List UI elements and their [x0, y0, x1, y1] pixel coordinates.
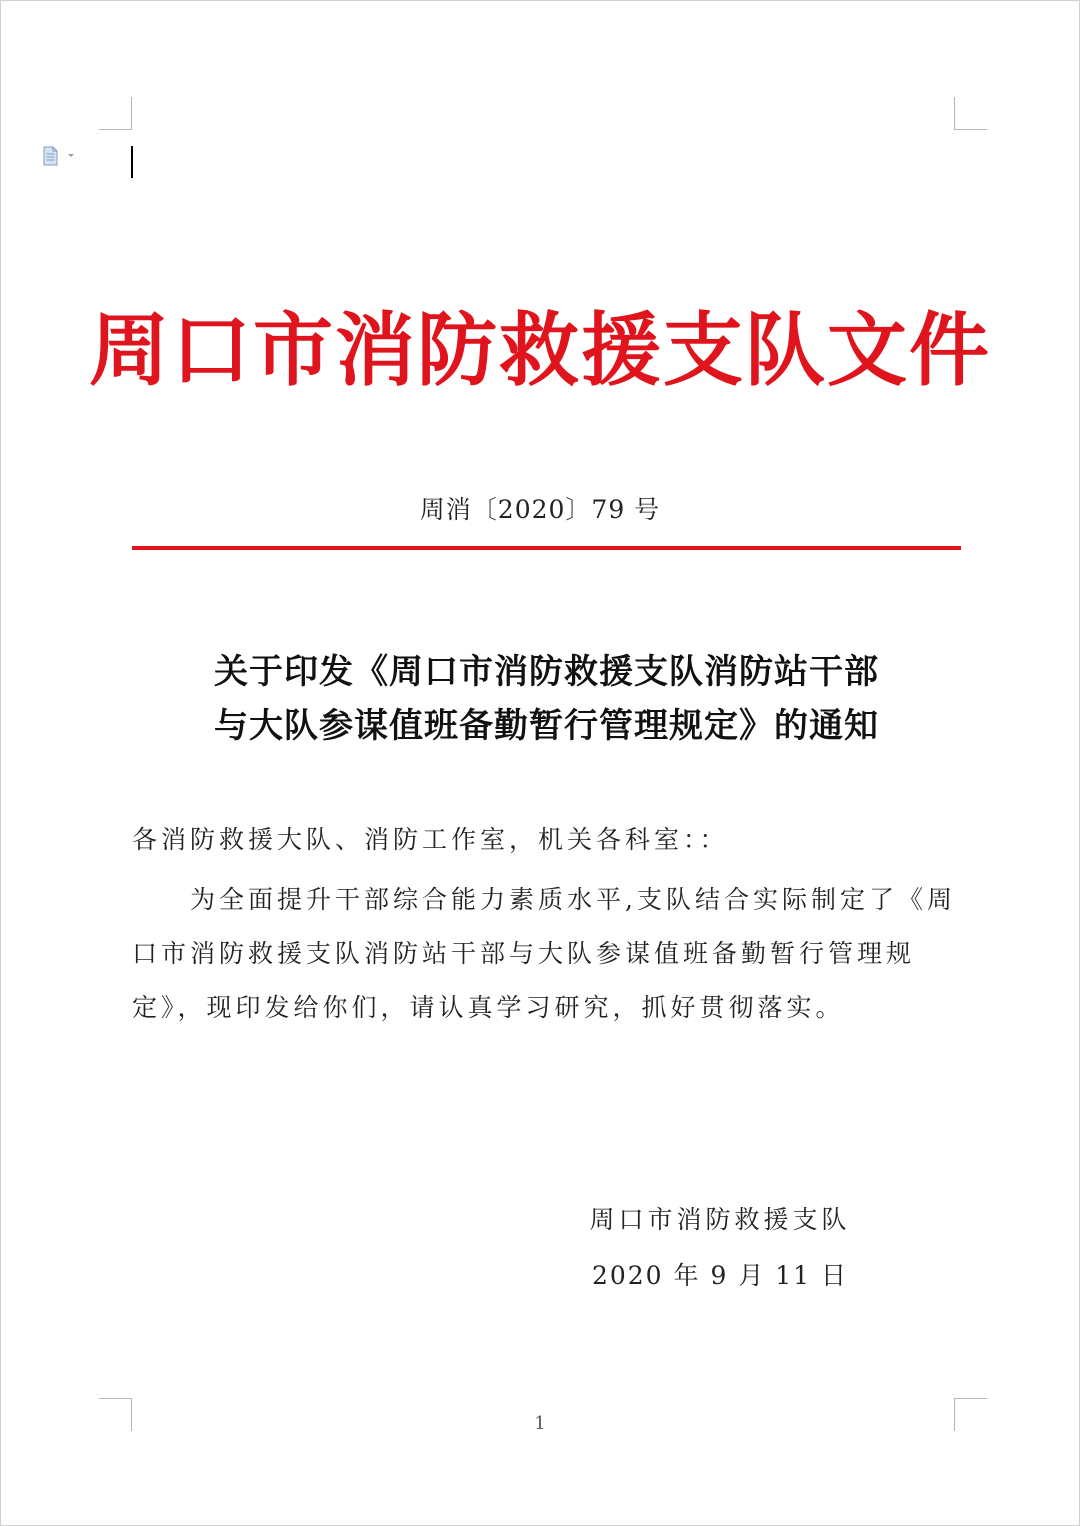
margin-corner-top-left — [99, 97, 132, 130]
body-paragraph — [132, 873, 961, 1035]
paste-options-document-icon[interactable] — [42, 146, 76, 166]
issuer-title: 周口市消防救援支队文件 — [89, 303, 991, 397]
document-number: 周消〔2020〕79 号 — [419, 495, 661, 524]
margin-corner-top-right — [954, 97, 987, 130]
signature-date: 2020 年 9 月 11 日 — [591, 1261, 849, 1290]
body-paragraph-line-2: 口市消防救援支队消防站干部与大队参谋值班备勤暂行管理规 — [132, 939, 916, 968]
document-title-line-2: 与大队参谋值班备勤暂行管理规定》的通知 — [214, 706, 879, 746]
signature-organization: 周口市消防救援支队 — [589, 1205, 851, 1234]
document-title — [132, 645, 961, 753]
body-paragraph-line-1: 为全面提升干部综合能力素质水平,支队结合实际制定了《周 — [190, 885, 956, 914]
document-title-line-1: 关于印发《周口市消防救援支队消防站干部 — [214, 652, 879, 692]
salutation: 各消防救援大队、消防工作室，机关各科室：： — [132, 825, 729, 854]
text-cursor — [131, 146, 133, 178]
page-number: 1 — [534, 1413, 546, 1434]
red-divider-line — [132, 546, 961, 550]
body-paragraph-line-3: 定》，现印发给你们，请认真学习研究，抓好贯彻落实。 — [132, 993, 845, 1022]
